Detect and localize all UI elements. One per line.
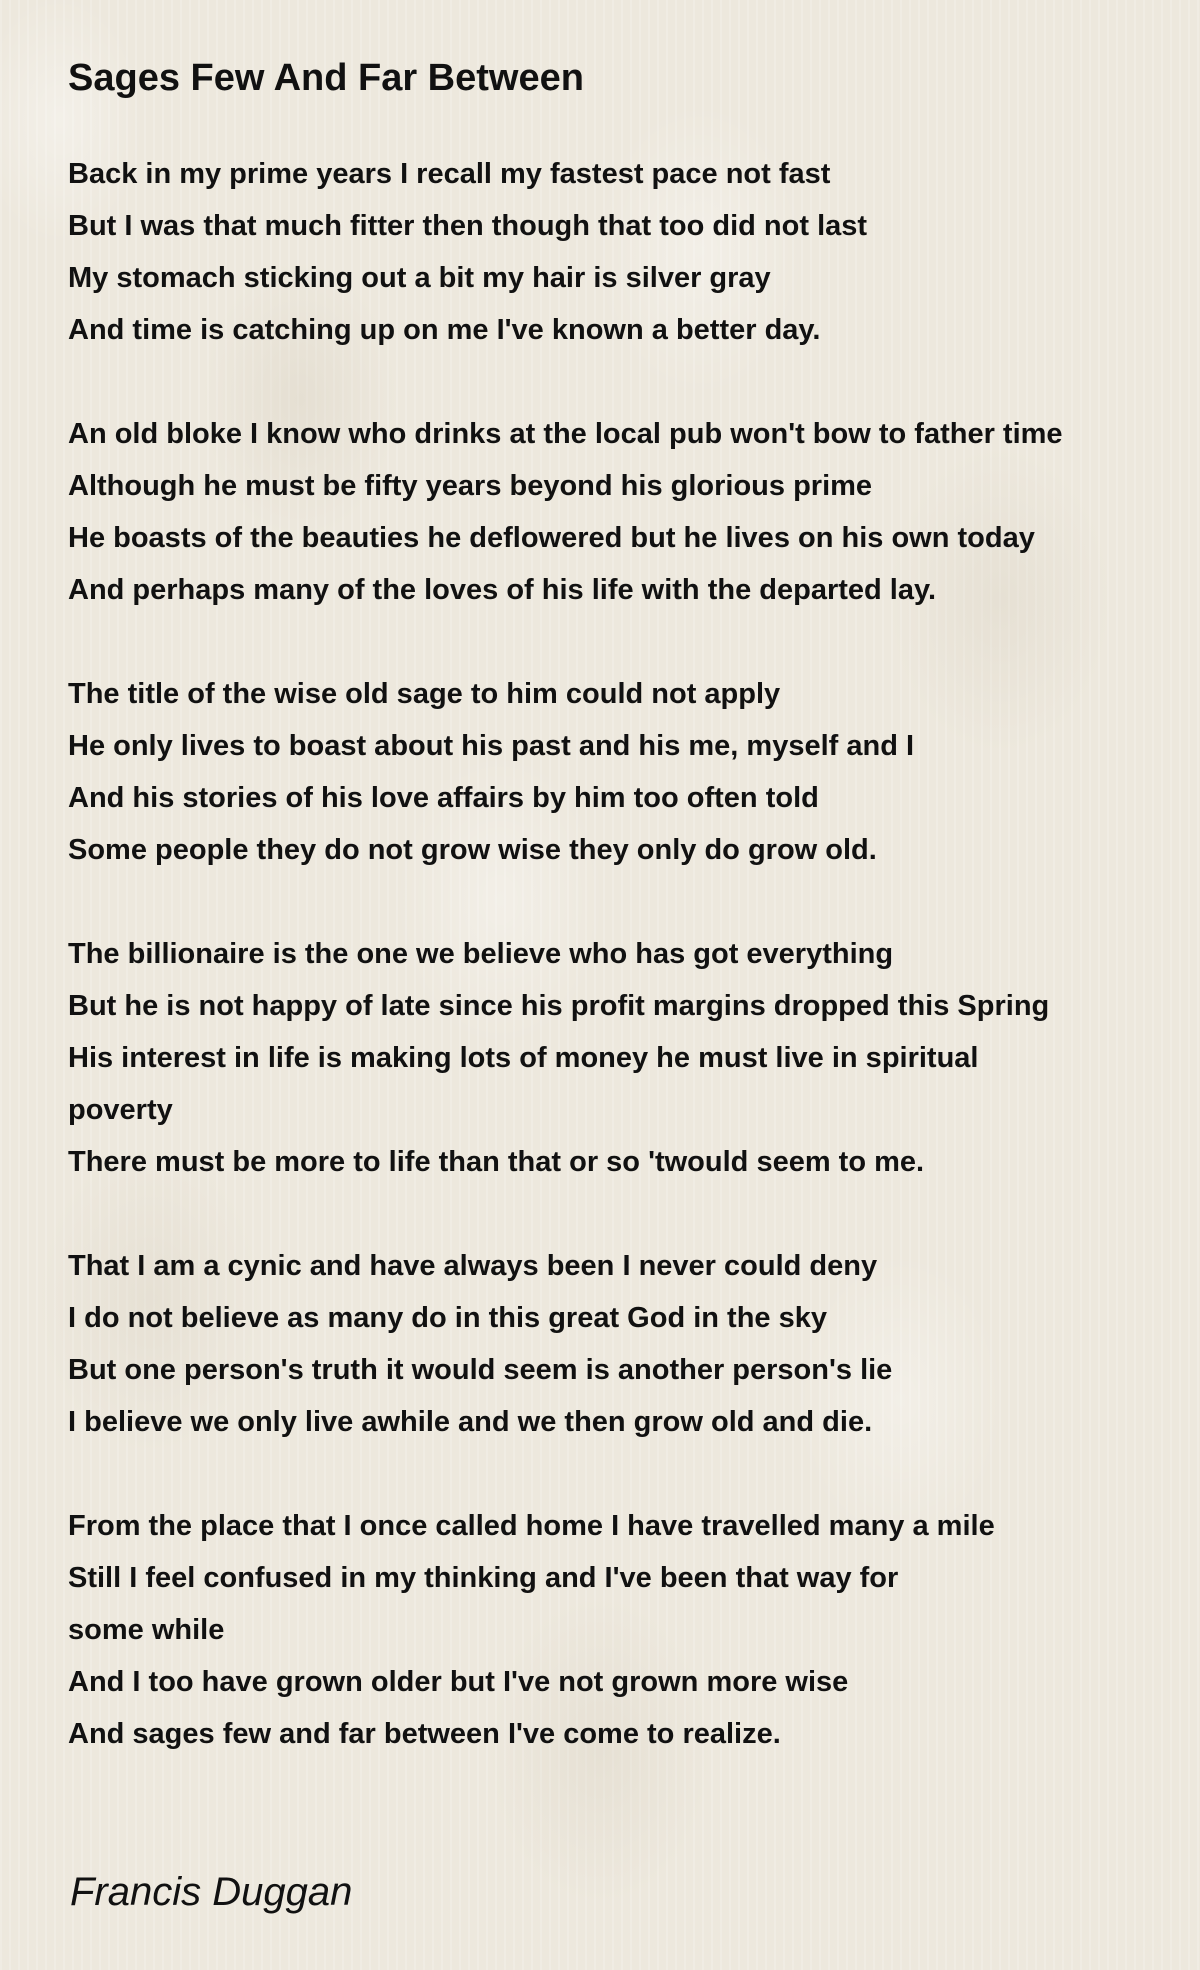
poem-line: Although he must be fifty years beyond his glorious prime	[68, 470, 873, 502]
poem-line: And his stories of his love affairs by him too often told	[68, 782, 819, 814]
poem-line: Back in my prime years I recall my fastest pace not fast	[68, 158, 831, 190]
poem-line: And I too have grown older but I've not grown more wise	[68, 1666, 849, 1698]
poem-line: I do not believe as many do in this great God in the sky	[68, 1302, 827, 1334]
poem-line: Still I feel confused in my thinking and I've been that way for	[68, 1562, 899, 1594]
poem-line: poverty	[68, 1094, 173, 1126]
poem-title: Sages Few And Far Between	[68, 57, 584, 99]
poem-body	[68, 148, 1192, 1812]
poem-line: But I was that much fitter then though that too did not last	[68, 210, 868, 242]
stanza-2	[68, 408, 1192, 616]
stanza-4	[68, 928, 1192, 1188]
poem-line: An old bloke I know who drinks at the local pub won't bow to father time	[68, 418, 1063, 450]
stanza-1	[68, 148, 1192, 356]
poem-line: That I am a cynic and have always been I never could deny	[68, 1250, 878, 1282]
poem-line: The title of the wise old sage to him could not apply	[68, 678, 781, 710]
stanza-5	[68, 1240, 1192, 1448]
poem-line: There must be more to life than that or so 'twould seem to me.	[68, 1146, 925, 1178]
poem-line: But he is not happy of late since his profit margins dropped this Spring	[68, 990, 1050, 1022]
poem-line: But one person's truth it would seem is another person's lie	[68, 1354, 893, 1386]
poem-line: He only lives to boast about his past and his me, myself and I	[68, 730, 915, 762]
poem-line: Some people they do not grow wise they only do grow old.	[68, 834, 877, 866]
poem-line: And sages few and far between I've come to realize.	[68, 1718, 781, 1750]
stanza-3	[68, 668, 1192, 876]
poem-line: He boasts of the beauties he deflowered but he lives on his own today	[68, 522, 1035, 554]
poem-line: His interest in life is making lots of money he must live in spiritual	[68, 1042, 979, 1074]
poem-line: some while	[68, 1614, 225, 1646]
poem-line: From the place that I once called home I have travelled many a mile	[68, 1510, 995, 1542]
poem-line: I believe we only live awhile and we then grow old and die.	[68, 1406, 873, 1438]
stanza-6	[68, 1500, 1192, 1760]
poem-line: My stomach sticking out a bit my hair is silver gray	[68, 262, 771, 294]
poem-line: And time is catching up on me I've known a better day.	[68, 314, 821, 346]
poem-author: Francis Duggan	[70, 1870, 353, 1914]
poem-line: And perhaps many of the loves of his life with the departed lay.	[68, 574, 937, 606]
poem-line: The billionaire is the one we believe who has got everything	[68, 938, 894, 970]
